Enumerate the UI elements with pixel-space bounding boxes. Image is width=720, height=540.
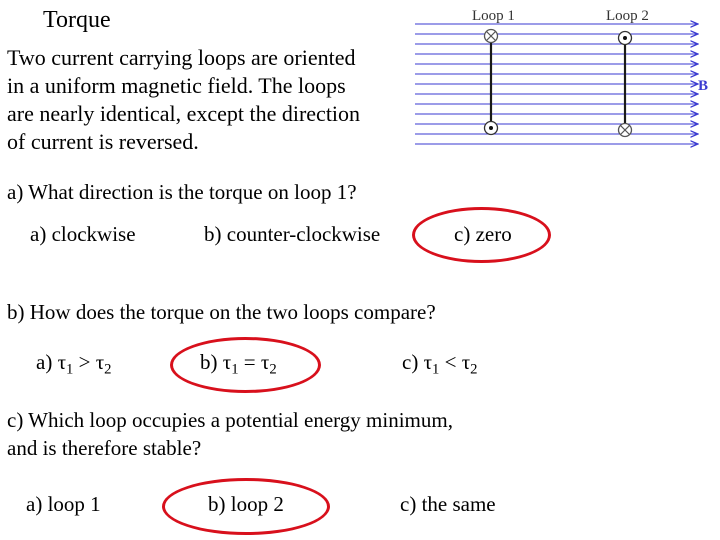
slide-title: Torque: [43, 7, 111, 33]
q2-option-b-prefix: b) τ: [200, 350, 232, 374]
q2-option-c-sub2: 2: [470, 361, 478, 378]
field-lines: [415, 24, 698, 144]
q2-option-a-op: > τ: [73, 350, 105, 374]
q2-option-b-sub2: 2: [269, 361, 277, 378]
intro-line: in a uniform magnetic field. The loops: [7, 73, 346, 98]
question-3-line: c) Which loop occupies a potential energy minimum,: [7, 408, 453, 432]
intro-line: are nearly identical, except the direction: [7, 101, 361, 126]
q1-option-c[interactable]: c) zero: [454, 222, 512, 246]
out-of-page-icon: [485, 122, 498, 135]
into-page-icon: [485, 30, 498, 43]
field-label: B: [698, 78, 709, 94]
q2-option-c-prefix: c) τ: [402, 350, 433, 374]
intro-line: of current is reversed.: [7, 129, 199, 154]
q2-option-a[interactable]: [36, 350, 112, 378]
q1-option-b[interactable]: b) counter-clockwise: [204, 222, 381, 246]
q2-option-b-op: = τ: [238, 350, 270, 374]
loop1-label: Loop 1: [472, 8, 515, 24]
question-2-text: b) How does the torque on the two loops compare?: [7, 300, 436, 324]
intro-text: [7, 44, 407, 156]
q2-option-c[interactable]: [402, 350, 478, 378]
out-of-page-icon: [619, 32, 632, 45]
loop2-label: Loop 2: [606, 8, 649, 24]
q1-answer-circle: [412, 207, 551, 263]
question-3-text: [7, 406, 453, 462]
q2-answer-circle: [170, 337, 321, 393]
q1-option-a[interactable]: a) clockwise: [30, 222, 136, 246]
q2-option-c-sub1: 1: [432, 361, 440, 378]
q2-option-c-op: < τ: [439, 350, 471, 374]
q2-option-b-sub1: 1: [231, 361, 239, 378]
q3-option-c[interactable]: c) the same: [400, 492, 496, 516]
q2-option-a-sub2: 2: [104, 361, 112, 378]
q3-option-b[interactable]: b) loop 2: [208, 492, 284, 516]
loops-field-figure: [410, 0, 710, 155]
q2-option-a-prefix: a) τ: [36, 350, 67, 374]
question-1-text: a) What direction is the torque on loop 1?: [7, 180, 357, 204]
question-3-line: and is therefore stable?: [7, 436, 202, 460]
q2-option-a-sub1: 1: [66, 361, 74, 378]
into-page-icon: [619, 124, 632, 137]
q3-answer-circle: [162, 478, 330, 535]
q3-option-a[interactable]: a) loop 1: [26, 492, 101, 516]
intro-line: Two current carrying loops are oriented: [7, 45, 356, 70]
